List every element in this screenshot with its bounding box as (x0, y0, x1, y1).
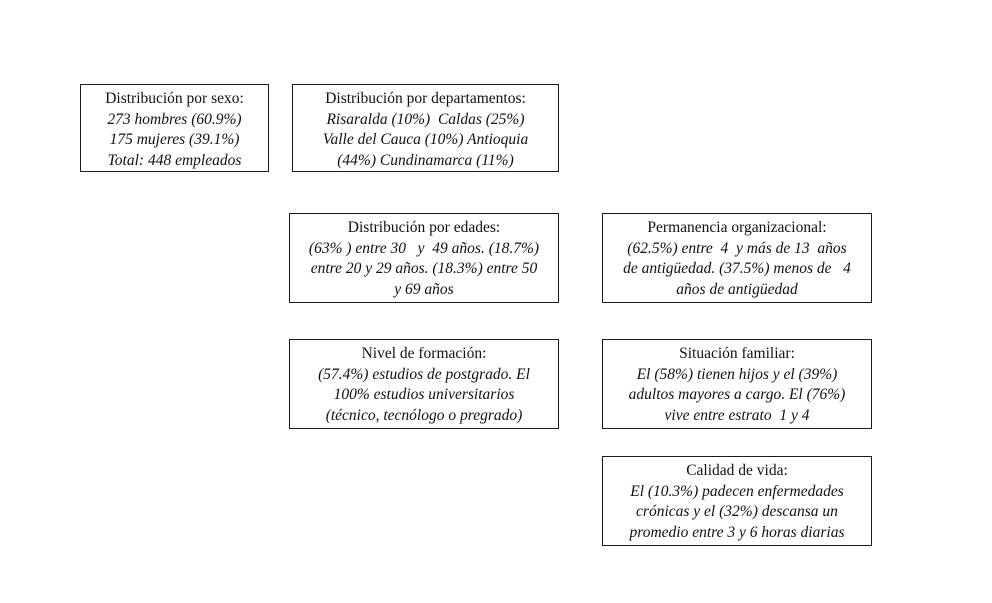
box-line: El (58%) tienen hijos y el (39%) (636, 365, 838, 383)
box-line: Total: 448 empleados (107, 151, 242, 169)
box-calidad-vida (602, 456, 872, 546)
box-situacion-familiar (602, 339, 872, 429)
box-line: vive entre estrato 1 y 4 (664, 406, 810, 424)
box-line: promedio entre 3 y 6 horas diarias (629, 523, 845, 541)
box-title: Nivel de formación: (361, 345, 487, 362)
box-body (81, 110, 268, 172)
box-line: 175 mujeres (39.1%) (109, 131, 240, 148)
box-permanencia-organizacional (602, 213, 872, 303)
box-line: entre 20 y 29 años. (18.3%) entre 50 (310, 260, 538, 277)
box-line: adultos mayores a cargo. El (76%) (628, 386, 846, 403)
box-line: (62.5%) entre 4 y más de 13 años (627, 239, 847, 257)
box-nivel-formacion (289, 339, 559, 429)
box-body (603, 482, 871, 544)
box-body (290, 365, 558, 427)
box-line: (63% ) entre 30 y 49 años. (18.7%) (308, 239, 540, 257)
box-title: Distribución por departamentos: (325, 90, 526, 107)
box-line: de antigüedad. (37.5%) menos de 4 (623, 260, 851, 277)
box-body (290, 239, 558, 301)
box-distribucion-sexo (80, 84, 269, 172)
box-title: Distribución por edades: (347, 219, 501, 236)
box-title: Distribución por sexo: (105, 90, 244, 107)
box-body (293, 110, 558, 172)
box-title: Calidad de vida: (686, 462, 788, 479)
box-body (603, 365, 871, 427)
box-line: Valle del Cauca (10%) Antioquia (322, 131, 529, 148)
box-line: (44%) Cundinamarca (11%) (337, 151, 514, 169)
box-title: Situación familiar: (679, 345, 795, 362)
box-title: Permanencia organizacional: (647, 219, 827, 236)
box-line: años de antigüedad (676, 280, 798, 298)
box-line: (57.4%) estudios de postgrado. El (318, 365, 530, 383)
box-line: Risaralda (10%) Caldas (25%) (326, 110, 525, 128)
box-line: crónicas y el (32%) descansa un (636, 503, 838, 520)
box-line: (técnico, tecnólogo o pregrado) (325, 406, 523, 424)
box-line: 273 hombres (60.9%) (107, 110, 242, 128)
box-line: El (10.3%) padecen enfermedades (630, 482, 844, 500)
box-distribucion-edades (289, 213, 559, 303)
box-line: 100% estudios universitarios (333, 386, 515, 403)
box-body (603, 239, 871, 301)
box-distribucion-departamentos (292, 84, 559, 172)
box-line: y 69 años (394, 280, 454, 298)
